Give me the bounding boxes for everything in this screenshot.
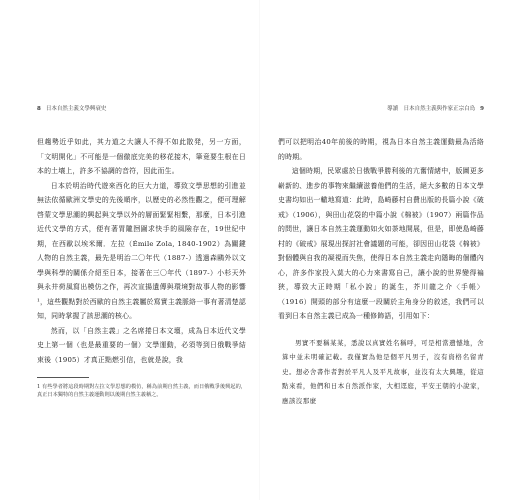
footnote-divider <box>37 377 89 378</box>
body-paragraph: 們可以把明治40年前後的時期，視為日本自然主義運動最為活絡的時期。 <box>278 138 484 161</box>
footnote: 1 有些學者將這段時期對左拉文學思想的模仿，稱為前期自然主義，而日俄戰爭後興起的，真正日本獨特的自然主義運動則以後期自然主義稱之。 <box>37 384 246 398</box>
body-paragraph: 但趨勢近乎如此，其力道之大讓人不得不如此散発，另一方面，「文明開化」不可能是一個徹底完美的移花接木，筆竟要生根在日本的土壤上，許多不協調的音符，因此而生。 <box>37 138 246 175</box>
left-running-header <box>37 105 246 113</box>
left-running-head-title: 日本自然主義文學興衰史 <box>45 106 107 112</box>
right-page-number: 9 <box>480 106 484 112</box>
quote-text: 男實不要稱某某，悉說以真實姓名稱呼，可是相當遺憾地，舍算中並未明確記載。我僅實為他是個平凡男子，沒有資格名留青史。想必舍書作者對於平凡人及平凡故事，並沒有太大興趣，從這點來看，他們和日本自然派作家，大相逕庭，平安王朝的小說家，應該沒那麼 <box>282 338 484 405</box>
body-paragraph: 這個時期，民眾處於日俄戰爭勝利後的亢奮情緒中，版圖更多嶄新的、進步的事物來繼續滋養他們的生活，絕大多數的日本文學史書均如出一轍地寫道：此時，島崎藤村自費出版的長篇小說《破戒》（1906），與田山花袋的中篇小說《棉被》（1907）兩篇作品的問世，讓日本自然主義運動如火如荼地開展，但是，即使島崎藤村的《破戒》展現出探討社會議題的可能，卻因田山花袋《棉被》對個體與自我的凝視而失焦，使得日本自然主義走向隱晦的個體內心，許多作家投入莫大的心力來書寫自己，讓小說的世界變得褊狹，導致大正時期「私小說」的誕生，芥川龍之介〈手帳〉（1916）開頭的部分有這麼一段關於主角身分的敘述，我們可以看到日本自然主義已成為一種修飾語，引用如下： <box>278 167 484 320</box>
body-paragraph: 然而，以「自然主義」之名席捲日本文壇，成為日本近代文學史上第一個（也是最重要的一個）文學運動，必須等到日俄戰爭結束後（1905）才真正點燃引信，也就是說，我 <box>37 326 246 364</box>
block-quote <box>278 336 484 409</box>
right-page <box>260 0 520 500</box>
right-running-header <box>278 105 484 113</box>
body-paragraph: 日本於明治時代遊來西化的巨大力道，導致文學思想的引進並無法依循歐洲文學史的先後順序，以歷史的必然性觀之，便可理解啓蒙文學思潮的興起與文學以外的層面緊緊相繫，那麼，日本引進近代文學的方式，便有著胃隴囫圇求快手的風險存在，19世紀中期，在西歐以埃米爾．左拉（Émile Zola, 1840-1902）為關鍵人物的自然主義，最先是明治二〇年代（1887-）透過森鷗外以文學與科學的關係介紹至日本，接著在三〇年代（1897-）小杉天外與永井荷風寫出模仿之作，再次宣揚遺傳與環境對故事人物的影響¹，這些觀點對於西歐的自然主義屬於寫實主義脈絡一事有著清楚認知，同時掌握了該思潮的核心。 <box>37 181 246 320</box>
right-running-head-title: 導讀 日本自然主義與作家正宗白鳥 <box>387 106 476 112</box>
left-body-text <box>37 135 246 367</box>
left-page-number: 8 <box>37 106 41 112</box>
right-body-text <box>278 135 484 324</box>
